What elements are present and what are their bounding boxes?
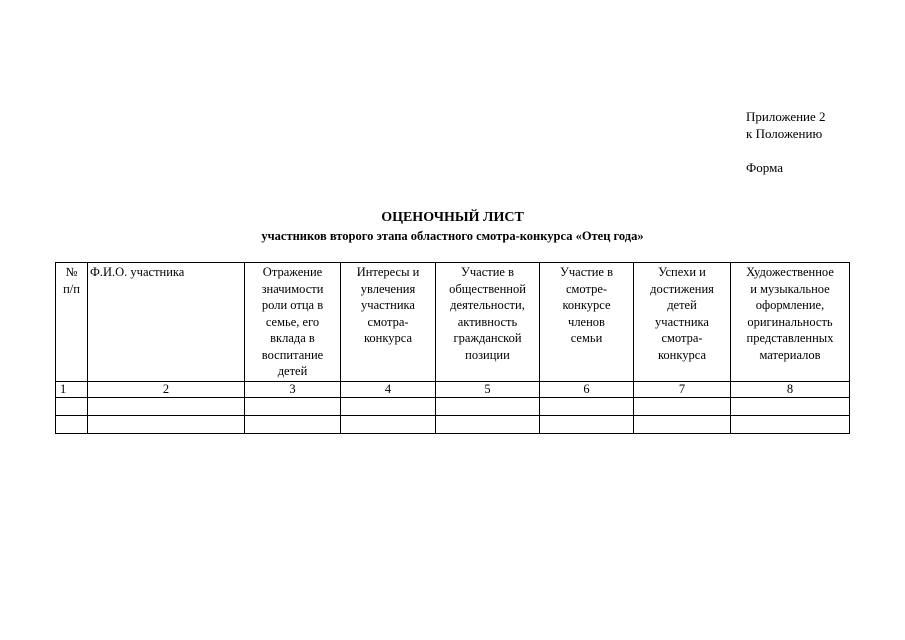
header-cell-criterion bbox=[731, 263, 850, 382]
header-text-line: смотре- bbox=[565, 281, 608, 296]
header-text-line: Отражение bbox=[262, 265, 323, 279]
blank-cell bbox=[436, 416, 540, 434]
header-text-line: Участие в bbox=[461, 265, 514, 279]
column-number: 7 bbox=[634, 382, 731, 398]
blank-cell bbox=[731, 416, 850, 434]
header-text-line: участника bbox=[655, 314, 709, 329]
header-cell-criterion bbox=[245, 263, 341, 382]
blank-cell bbox=[245, 398, 341, 416]
header-text-line: семьи bbox=[570, 331, 603, 345]
blank-cell bbox=[634, 416, 731, 434]
blank-cell bbox=[56, 398, 88, 416]
header-text-line: смотра- bbox=[367, 314, 409, 329]
appendix-line-1: Приложение 2 bbox=[746, 109, 826, 124]
column-number: 8 bbox=[731, 382, 850, 398]
blank-cell bbox=[56, 416, 88, 434]
header-text-line: общественной bbox=[449, 281, 526, 296]
document-title: ОЦЕНОЧНЫЙ ЛИСТ bbox=[381, 210, 524, 225]
header-text-line: представленных bbox=[746, 331, 834, 345]
header-text-line: детей bbox=[667, 298, 697, 312]
blank-cell bbox=[731, 398, 850, 416]
header-text-line: активность bbox=[457, 314, 518, 329]
blank-cell bbox=[634, 398, 731, 416]
header-text-line: участника bbox=[361, 298, 415, 312]
header-text-line: Успехи и bbox=[658, 265, 706, 279]
header-cell-criterion bbox=[634, 263, 731, 382]
header-text-line: роли отца в bbox=[261, 298, 324, 312]
column-number: 2 bbox=[88, 382, 245, 398]
header-text-line: позиции bbox=[465, 347, 510, 362]
header-text-line: материалов bbox=[759, 347, 821, 362]
blank-entry-row bbox=[56, 398, 850, 416]
header-text-line: детей bbox=[277, 364, 308, 378]
header-text-line: конкурсе bbox=[562, 298, 611, 312]
header-text-line: Интересы и bbox=[356, 265, 420, 279]
header-text-line: Ф.И.О. участника bbox=[90, 265, 185, 279]
column-number: 4 bbox=[341, 382, 436, 398]
header-text-line: оформление, bbox=[755, 298, 825, 312]
blank-cell bbox=[436, 398, 540, 416]
header-cell-criterion bbox=[436, 263, 540, 382]
blank-cell bbox=[245, 416, 341, 434]
header-text-line: п/п bbox=[63, 281, 80, 296]
header-cell-name bbox=[88, 263, 245, 382]
header-text-line: семье, его bbox=[265, 314, 320, 329]
header-text-line: конкурса bbox=[363, 331, 413, 345]
header-text-line: гражданской bbox=[453, 331, 522, 345]
header-text-line: значимости bbox=[261, 281, 324, 296]
header-text-line: Участие в bbox=[560, 265, 613, 279]
header-row bbox=[56, 263, 850, 382]
header-text-line: и музыкальное bbox=[750, 281, 830, 296]
header-text-line: Художественное bbox=[746, 265, 834, 279]
document-subtitle: участников второго этапа областного смотра-конкурса «Отец года» bbox=[261, 229, 644, 243]
header-text-line: № bbox=[65, 265, 78, 279]
blank-cell bbox=[341, 398, 436, 416]
blank-entry-row bbox=[56, 416, 850, 434]
header-text-line: смотра- bbox=[661, 331, 703, 345]
blank-cell bbox=[341, 416, 436, 434]
column-number: 1 bbox=[56, 382, 88, 398]
header-text-line: увлечения bbox=[360, 281, 416, 296]
header-text-line: вклада в bbox=[270, 331, 315, 345]
blank-cell bbox=[540, 398, 634, 416]
header-cell-criterion bbox=[341, 263, 436, 382]
form-label: Форма bbox=[746, 160, 783, 175]
header-text-line: деятельности, bbox=[450, 298, 525, 312]
column-number: 3 bbox=[245, 382, 341, 398]
appendix-line-2: к Положению bbox=[746, 126, 823, 141]
header-text-line: оригинальность bbox=[747, 314, 833, 329]
blank-cell bbox=[540, 416, 634, 434]
header-cell-number bbox=[56, 263, 88, 382]
column-number: 6 bbox=[540, 382, 634, 398]
blank-cell bbox=[88, 416, 245, 434]
header-cell-criterion bbox=[540, 263, 634, 382]
column-number-row bbox=[56, 382, 850, 398]
blank-cell bbox=[88, 398, 245, 416]
header-text-line: членов bbox=[568, 314, 605, 329]
evaluation-table bbox=[55, 262, 850, 434]
appendix-note bbox=[746, 108, 826, 176]
header-text-line: достижения bbox=[650, 281, 714, 296]
header-text-line: конкурса bbox=[657, 347, 707, 362]
column-number: 5 bbox=[436, 382, 540, 398]
header-text-line: воспитание bbox=[261, 347, 324, 362]
